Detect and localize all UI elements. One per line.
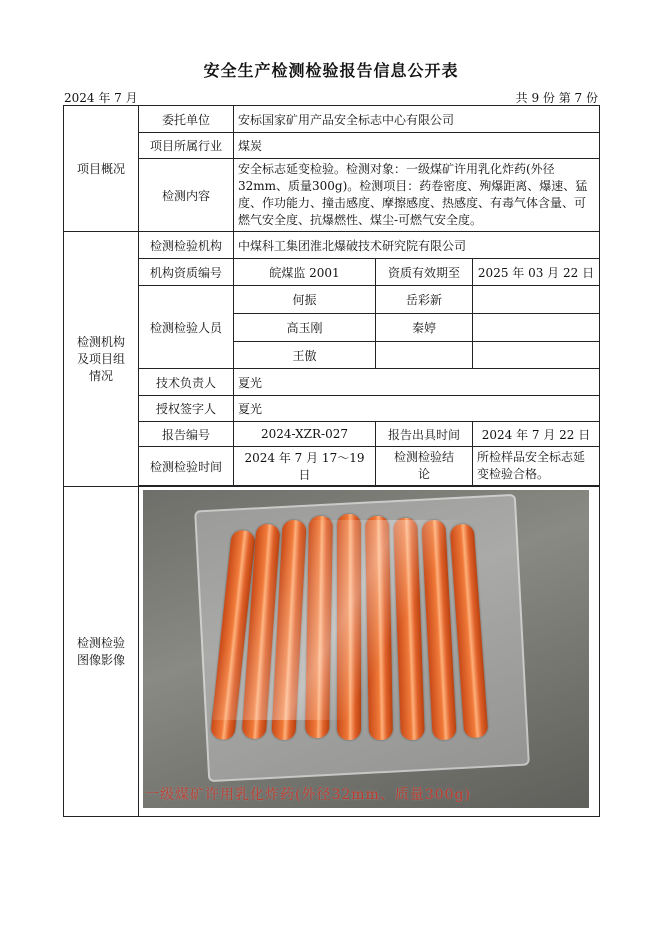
page-title: 安全生产检测检验报告信息公开表 — [203, 61, 459, 80]
staff-name: 岳彩新 — [376, 286, 473, 314]
staff-name: 秦婷 — [376, 314, 473, 342]
conclusion-label: 检测检验结论 — [376, 447, 473, 486]
staff-name: 王傲 — [234, 342, 376, 369]
staff-name: 何振 — [234, 286, 376, 314]
section-project-overview: 项目概况 — [64, 106, 139, 232]
page-info: 共 9 份 第 7 份 — [515, 91, 598, 105]
info-table — [63, 105, 600, 817]
report-date: 2024 年 7 月 — [64, 91, 138, 105]
signer-label: 授权签字人 — [139, 396, 234, 422]
content-value: 安全标志延变检验。检测对象：一级煤矿许用乳化炸药(外径32mm、质量300g)。检测项目：药卷密度、殉爆距离、爆速、猛度、作功能力、撞击感度、摩擦感度、热感度、有毒气体含量、可燃气安全度、抗爆燃性、煤尘-可燃气安全度。 — [234, 159, 600, 232]
client-label: 委托单位 — [139, 106, 234, 133]
photo-caption: 一级煤矿许用乳化炸药(外径32mm、质量300g) — [145, 787, 471, 803]
industry-value: 煤炭 — [234, 133, 600, 159]
cert-value: 皖煤监 2001 — [234, 259, 376, 286]
content-label: 检测内容 — [139, 159, 234, 232]
signer-value: 夏光 — [234, 396, 600, 422]
validity-label: 资质有效期至 — [376, 259, 473, 286]
client-value: 安标国家矿用产品安全标志中心有限公司 — [234, 106, 600, 133]
period-value: 2024 年 7 月 17～19 日 — [234, 447, 376, 486]
section-photo: 检测检验图像影像 — [64, 487, 139, 817]
report-no-label: 报告编号 — [139, 422, 234, 447]
validity-value: 2025 年 03 月 22 日 — [473, 259, 600, 286]
industry-label: 项目所属行业 — [139, 133, 234, 159]
plastic-glare — [213, 520, 513, 720]
issue-value: 2024 年 7 月 22 日 — [473, 422, 600, 447]
tech-label: 技术负责人 — [139, 369, 234, 396]
staff-label: 检测检验人员 — [139, 286, 234, 369]
tech-value: 夏光 — [234, 369, 600, 396]
staff-name: 高玉刚 — [234, 314, 376, 342]
period-label: 检测检验时间 — [139, 447, 234, 486]
sample-photo — [143, 490, 589, 808]
cert-label: 机构资质编号 — [139, 259, 234, 286]
report-no-value: 2024-XZR-027 — [234, 422, 376, 447]
org-label: 检测检验机构 — [139, 232, 234, 259]
conclusion-value: 所检样品安全标志延变检验合格。 — [473, 447, 600, 486]
section-org-team: 检测机构及项目组情况 — [64, 232, 139, 487]
org-value: 中煤科工集团淮北爆破技术研究院有限公司 — [234, 232, 600, 259]
issue-label: 报告出具时间 — [376, 422, 473, 447]
